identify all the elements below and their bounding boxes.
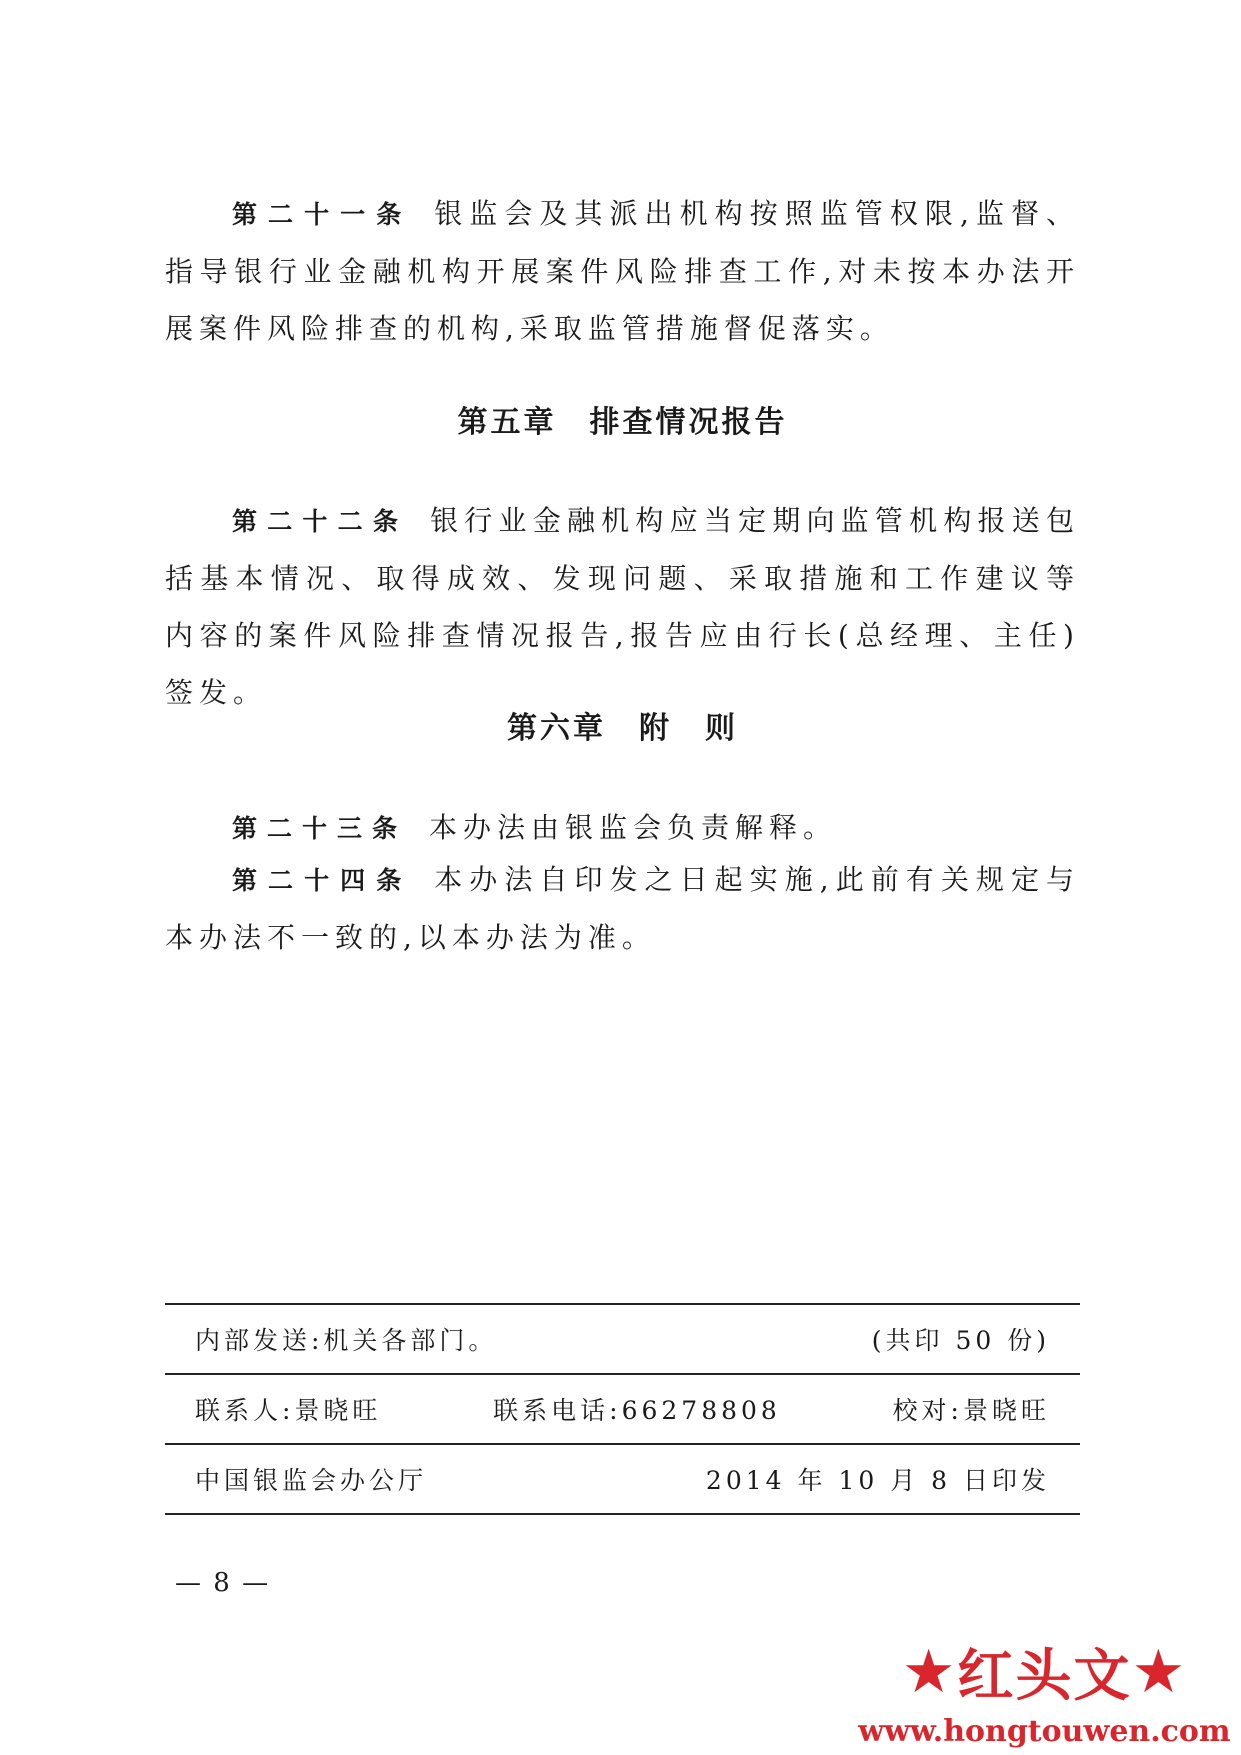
proofreader-text: 校对:景晓旺 [892, 1396, 1050, 1425]
article-number: 第二十三条 [232, 814, 408, 843]
footer-row-issuer [165, 1445, 1080, 1515]
chapter-5-heading: 第五章 排查情况报告 [457, 405, 788, 440]
watermark-logo [848, 1636, 1241, 1755]
article-number: 第二十二条 [232, 507, 409, 536]
contact-text: 联系人:景晓旺 [195, 1396, 382, 1425]
page-number: — 8 — [175, 1568, 271, 1598]
chapter-6-heading: 第六章 附 则 [507, 711, 738, 746]
watermark-url: www.hongtouwen.com [858, 1714, 1231, 1749]
article-23 [165, 799, 1080, 857]
distribution-text: 内部发送:机关各部门。 [195, 1326, 498, 1355]
issuer-text: 中国银监会办公厅 [195, 1466, 428, 1495]
article-22 [165, 492, 1080, 721]
article-text: 银监会及其派出机构按照监管权限,监督、指导银行业金融机构开展案件风险排查工作,对未按本办法开展案件风险排查的机构,采取监管措施督促落实。 [165, 197, 1080, 345]
article-text: 本办法自印发之日起实施,此前有关规定与本办法不一致的,以本办法为准。 [165, 863, 1080, 954]
phone-text: 联系电话:66278808 [493, 1396, 781, 1425]
article-text: 本办法由银监会负责解释。 [429, 811, 838, 844]
footer-row-contact [165, 1375, 1080, 1445]
watermark-title: 红头文 [957, 1644, 1132, 1709]
article-text: 银行业金融机构应当定期向监管机构报送包括基本情况、取得成效、发现问题、采取措施和工作建议等内容的案件风险排查情况报告,报告应由行长(总经理、主任)签发。 [165, 504, 1080, 709]
footer-row-distribution [165, 1305, 1080, 1375]
article-number: 第二十四条 [232, 866, 413, 895]
copies-text: (共印 50 份) [871, 1326, 1050, 1355]
star-icon: ★ [1131, 1637, 1188, 1707]
article-24 [165, 851, 1080, 966]
issue-date-text: 2014 年 10 月 8 日印发 [705, 1466, 1050, 1495]
star-icon: ★ [901, 1637, 958, 1707]
document-footer-table [165, 1303, 1080, 1515]
article-21 [165, 185, 1080, 357]
watermark-title-row [848, 1636, 1241, 1708]
article-number: 第二十一条 [232, 200, 413, 229]
